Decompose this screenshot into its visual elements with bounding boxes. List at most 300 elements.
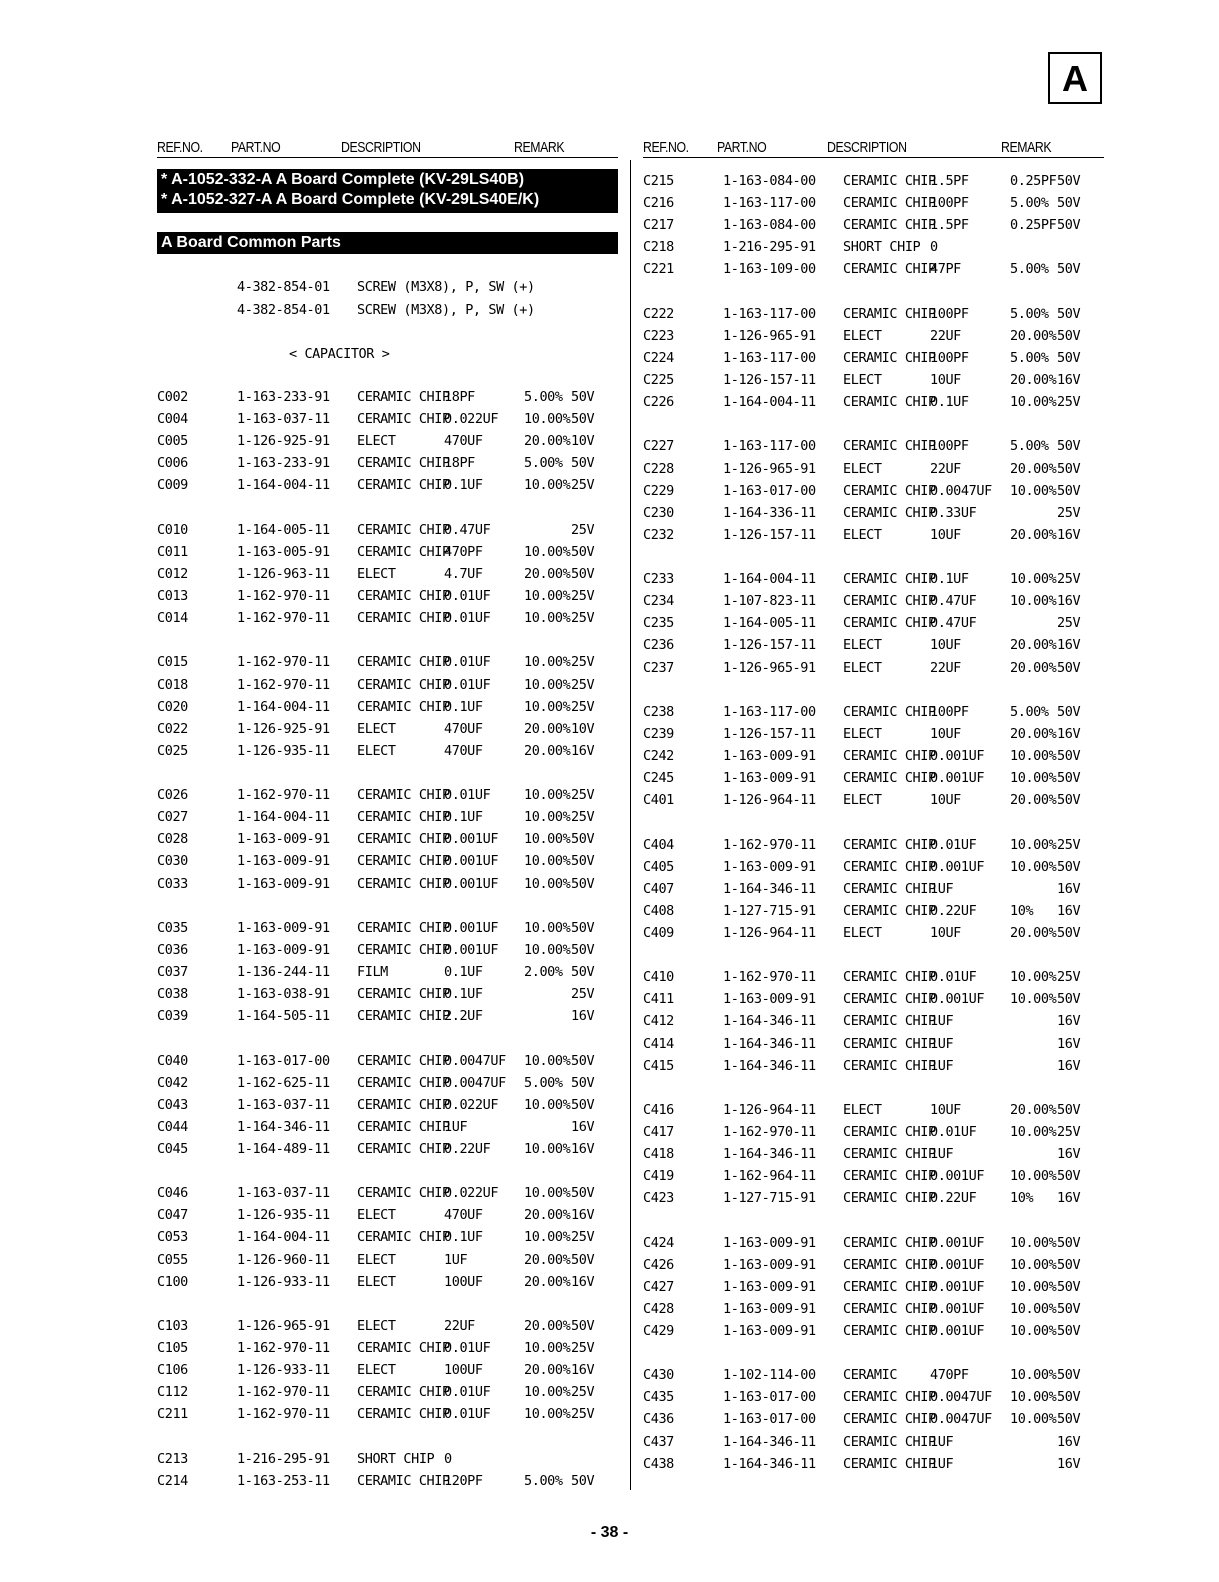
voltage: 16V bbox=[571, 1119, 595, 1135]
description: CERAMIC CHIP bbox=[357, 809, 450, 825]
value: 470UF bbox=[444, 721, 483, 737]
value: 0.001UF bbox=[930, 1323, 985, 1339]
voltage: 50V bbox=[571, 1252, 595, 1268]
part-number: 1-164-004-11 bbox=[723, 571, 816, 587]
value: 0.022UF bbox=[444, 411, 499, 427]
description: ELECT bbox=[843, 726, 882, 742]
voltage: 25V bbox=[571, 1384, 595, 1400]
ref-number: C226 bbox=[643, 394, 674, 410]
part-number: 1-163-009-91 bbox=[237, 853, 330, 869]
voltage: 50V bbox=[1057, 1411, 1081, 1427]
description: CERAMIC CHIP bbox=[843, 1168, 936, 1184]
description: CERAMIC CHIP bbox=[843, 770, 936, 786]
part-number: 1-163-009-91 bbox=[723, 1235, 816, 1251]
part-number: 1-164-336-11 bbox=[723, 505, 816, 521]
tolerance: 0.25PF bbox=[1010, 217, 1057, 233]
part-number: 1-162-970-11 bbox=[237, 654, 330, 670]
description: CERAMIC CHIP bbox=[357, 677, 450, 693]
ref-number: C215 bbox=[643, 173, 674, 189]
value: 22UF bbox=[930, 461, 961, 477]
voltage: 25V bbox=[571, 1340, 595, 1356]
description: CERAMIC CHIP bbox=[843, 394, 936, 410]
value: 470PF bbox=[930, 1367, 969, 1383]
part-number: 1-136-244-11 bbox=[237, 964, 330, 980]
description: CERAMIC CHIP bbox=[357, 853, 450, 869]
ref-number: C100 bbox=[157, 1274, 188, 1290]
value: 0.01UF bbox=[444, 654, 491, 670]
value: 1UF bbox=[930, 1434, 954, 1450]
voltage: 50V bbox=[571, 920, 595, 936]
value: 0.1UF bbox=[444, 986, 483, 1002]
tolerance: 5.00% bbox=[1010, 195, 1049, 211]
part-number: 1-163-233-91 bbox=[237, 455, 330, 471]
voltage: 25V bbox=[571, 677, 595, 693]
description: ELECT bbox=[357, 1207, 396, 1223]
description: CERAMIC CHIP bbox=[357, 831, 450, 847]
tolerance: 20.00% bbox=[1010, 726, 1057, 742]
part-number: 1-163-117-00 bbox=[723, 438, 816, 454]
description: CERAMIC CHIP bbox=[843, 1456, 936, 1472]
part-number: 1-164-346-11 bbox=[723, 1036, 816, 1052]
description: SCREW (M3X8), P, SW (+) bbox=[357, 279, 535, 295]
voltage: 50V bbox=[571, 876, 595, 892]
description: ELECT bbox=[843, 637, 882, 653]
ref-number: C238 bbox=[643, 704, 674, 720]
tolerance: 10.00% bbox=[524, 876, 571, 892]
part-number: 1-127-715-91 bbox=[723, 1190, 816, 1206]
voltage: 25V bbox=[1057, 837, 1081, 853]
voltage: 50V bbox=[1057, 173, 1081, 189]
part-number: 1-163-084-00 bbox=[723, 173, 816, 189]
description: CERAMIC CHIP bbox=[357, 942, 450, 958]
description: ELECT bbox=[843, 660, 882, 676]
value: 470PF bbox=[444, 544, 483, 560]
value: 22UF bbox=[444, 1318, 475, 1334]
ref-number: C223 bbox=[643, 328, 674, 344]
value: 10UF bbox=[930, 925, 961, 941]
header-remark: REMARK bbox=[514, 139, 565, 156]
tolerance: 20.00% bbox=[524, 566, 571, 582]
ref-number: C237 bbox=[643, 660, 674, 676]
tolerance: 10.00% bbox=[524, 831, 571, 847]
part-number: 1-162-970-11 bbox=[237, 610, 330, 626]
tolerance: 10.00% bbox=[1010, 394, 1057, 410]
ref-number: C010 bbox=[157, 522, 188, 538]
header-part: PART.NO bbox=[231, 139, 281, 156]
voltage: 25V bbox=[1057, 969, 1081, 985]
description: CERAMIC CHIP bbox=[843, 1146, 936, 1162]
part-number: 1-163-017-00 bbox=[723, 483, 816, 499]
part-number: 1-127-715-91 bbox=[723, 903, 816, 919]
part-number: 1-162-625-11 bbox=[237, 1075, 330, 1091]
voltage: 50V bbox=[571, 1075, 595, 1091]
ref-number: C015 bbox=[157, 654, 188, 670]
tolerance: 20.00% bbox=[524, 1318, 571, 1334]
part-number: 1-126-965-91 bbox=[723, 328, 816, 344]
ref-number: C410 bbox=[643, 969, 674, 985]
tolerance: 10.00% bbox=[524, 699, 571, 715]
voltage: 50V bbox=[1057, 1367, 1081, 1383]
part-number: 1-126-925-91 bbox=[237, 721, 330, 737]
part-number: 1-163-037-11 bbox=[237, 1097, 330, 1113]
value: 0.001UF bbox=[930, 1235, 985, 1251]
voltage: 16V bbox=[1057, 1434, 1081, 1450]
tolerance: 10.00% bbox=[524, 1141, 571, 1157]
value: 0.0047UF bbox=[930, 483, 992, 499]
tolerance: 10.00% bbox=[1010, 1411, 1057, 1427]
description: CERAMIC CHIP bbox=[843, 969, 936, 985]
tolerance: 10.00% bbox=[1010, 1168, 1057, 1184]
value: 0.1UF bbox=[444, 809, 483, 825]
ref-number: C213 bbox=[157, 1451, 188, 1467]
value: 1.5PF bbox=[930, 173, 969, 189]
tolerance: 10.00% bbox=[1010, 593, 1057, 609]
part-number: 4-382-854-01 bbox=[237, 302, 330, 318]
voltage: 50V bbox=[571, 411, 595, 427]
part-number: 1-126-960-11 bbox=[237, 1252, 330, 1268]
voltage: 50V bbox=[1057, 1389, 1081, 1405]
tolerance: 20.00% bbox=[1010, 792, 1057, 808]
description: CERAMIC CHIP bbox=[843, 881, 936, 897]
description: CERAMIC CHIP bbox=[843, 483, 936, 499]
ref-number: C103 bbox=[157, 1318, 188, 1334]
value: 0.01UF bbox=[444, 1340, 491, 1356]
description: CERAMIC CHIP bbox=[357, 455, 450, 471]
value: 100PF bbox=[930, 704, 969, 720]
ref-number: C047 bbox=[157, 1207, 188, 1223]
part-number: 1-164-004-11 bbox=[237, 699, 330, 715]
part-number: 1-163-009-91 bbox=[723, 991, 816, 1007]
part-number: 1-164-004-11 bbox=[237, 1229, 330, 1245]
voltage: 50V bbox=[1057, 350, 1081, 366]
voltage: 25V bbox=[571, 787, 595, 803]
part-number: 1-126-965-91 bbox=[237, 1318, 330, 1334]
value: 0.001UF bbox=[444, 920, 499, 936]
header-part: PART.NO bbox=[717, 139, 767, 156]
description: CERAMIC CHIP bbox=[357, 1229, 450, 1245]
voltage: 16V bbox=[1057, 726, 1081, 742]
value: 0.22UF bbox=[930, 903, 977, 919]
value: 100PF bbox=[930, 350, 969, 366]
part-number: 1-163-109-00 bbox=[723, 261, 816, 277]
value: 0.001UF bbox=[930, 748, 985, 764]
ref-number: C407 bbox=[643, 881, 674, 897]
value: 1UF bbox=[444, 1119, 468, 1135]
part-number: 1-164-346-11 bbox=[237, 1119, 330, 1135]
part-number: 1-164-005-11 bbox=[723, 615, 816, 631]
ref-number: C418 bbox=[643, 1146, 674, 1162]
tolerance: 10.00% bbox=[524, 787, 571, 803]
voltage: 50V bbox=[571, 831, 595, 847]
value: 0.001UF bbox=[930, 859, 985, 875]
voltage: 50V bbox=[1057, 991, 1081, 1007]
tolerance: 10.00% bbox=[524, 1340, 571, 1356]
ref-number: C011 bbox=[157, 544, 188, 560]
ref-number: C437 bbox=[643, 1434, 674, 1450]
value: 22UF bbox=[930, 660, 961, 676]
ref-number: C419 bbox=[643, 1168, 674, 1184]
description: CERAMIC CHIP bbox=[843, 505, 936, 521]
value: 0.01UF bbox=[444, 787, 491, 803]
value: 0.001UF bbox=[930, 1279, 985, 1295]
voltage: 16V bbox=[1057, 372, 1081, 388]
voltage: 50V bbox=[1057, 925, 1081, 941]
value: 1UF bbox=[930, 1146, 954, 1162]
description: CERAMIC CHIP bbox=[843, 991, 936, 1007]
description: ELECT bbox=[843, 1102, 882, 1118]
voltage: 50V bbox=[571, 853, 595, 869]
ref-number: C230 bbox=[643, 505, 674, 521]
part-number: 1-126-157-11 bbox=[723, 637, 816, 653]
ref-number: C424 bbox=[643, 1235, 674, 1251]
ref-number: C025 bbox=[157, 743, 188, 759]
tolerance: 2.00% bbox=[524, 964, 563, 980]
part-number: 1-162-970-11 bbox=[237, 677, 330, 693]
voltage: 50V bbox=[571, 1185, 595, 1201]
voltage: 10V bbox=[571, 433, 595, 449]
tolerance: 10.00% bbox=[524, 853, 571, 869]
part-number: 1-163-037-11 bbox=[237, 411, 330, 427]
value: 0.001UF bbox=[930, 1301, 985, 1317]
voltage: 50V bbox=[1057, 1279, 1081, 1295]
tolerance: 5.00% bbox=[1010, 350, 1049, 366]
tolerance: 10.00% bbox=[1010, 859, 1057, 875]
tolerance: 20.00% bbox=[1010, 925, 1057, 941]
description: CERAMIC CHIP bbox=[843, 306, 936, 322]
value: 100UF bbox=[444, 1274, 483, 1290]
part-number: 1-162-970-11 bbox=[237, 1406, 330, 1422]
description: ELECT bbox=[843, 461, 882, 477]
tolerance: 0.25PF bbox=[1010, 173, 1057, 189]
value: 0.022UF bbox=[444, 1185, 499, 1201]
tolerance: 10.00% bbox=[1010, 1389, 1057, 1405]
value: 10UF bbox=[930, 726, 961, 742]
description: SHORT CHIP bbox=[357, 1451, 435, 1467]
voltage: 50V bbox=[1057, 770, 1081, 786]
voltage: 16V bbox=[571, 1008, 595, 1024]
value: 0.1UF bbox=[444, 1229, 483, 1245]
ref-number: C412 bbox=[643, 1013, 674, 1029]
voltage: 25V bbox=[571, 809, 595, 825]
tolerance: 20.00% bbox=[1010, 328, 1057, 344]
value: 10UF bbox=[930, 527, 961, 543]
description: CERAMIC CHIP bbox=[843, 1013, 936, 1029]
ref-number: C217 bbox=[643, 217, 674, 233]
description: CERAMIC CHIP bbox=[357, 477, 450, 493]
ref-number: C401 bbox=[643, 792, 674, 808]
ref-number: C426 bbox=[643, 1257, 674, 1273]
description: CERAMIC CHIP bbox=[843, 1124, 936, 1140]
part-number: 1-163-117-00 bbox=[723, 195, 816, 211]
part-number: 1-163-017-00 bbox=[723, 1389, 816, 1405]
voltage: 25V bbox=[1057, 571, 1081, 587]
description: ELECT bbox=[357, 566, 396, 582]
part-number: 1-126-157-11 bbox=[723, 372, 816, 388]
ref-number: C428 bbox=[643, 1301, 674, 1317]
part-number: 1-164-346-11 bbox=[723, 1434, 816, 1450]
description: CERAMIC CHIP bbox=[357, 411, 450, 427]
voltage: 50V bbox=[1057, 1235, 1081, 1251]
ref-number: C216 bbox=[643, 195, 674, 211]
part-number: 1-163-084-00 bbox=[723, 217, 816, 233]
voltage: 50V bbox=[1057, 261, 1081, 277]
tolerance: 10.00% bbox=[524, 1097, 571, 1113]
description: CERAMIC CHIP bbox=[357, 1119, 450, 1135]
ref-number: C043 bbox=[157, 1097, 188, 1113]
voltage: 16V bbox=[571, 1362, 595, 1378]
voltage: 25V bbox=[571, 1229, 595, 1245]
value: 0.1UF bbox=[444, 477, 483, 493]
description: CERAMIC CHIP bbox=[843, 615, 936, 631]
ref-number: C042 bbox=[157, 1075, 188, 1091]
voltage: 50V bbox=[1057, 1301, 1081, 1317]
tolerance: 5.00% bbox=[524, 1075, 563, 1091]
voltage: 25V bbox=[571, 610, 595, 626]
description: CERAMIC CHIP bbox=[843, 837, 936, 853]
part-number: 1-164-346-11 bbox=[723, 1146, 816, 1162]
voltage: 50V bbox=[1057, 1102, 1081, 1118]
part-number: 1-163-037-11 bbox=[237, 1185, 330, 1201]
tolerance: 10.00% bbox=[1010, 748, 1057, 764]
ref-number: C239 bbox=[643, 726, 674, 742]
part-number: 1-163-009-91 bbox=[723, 1301, 816, 1317]
tolerance: 20.00% bbox=[1010, 637, 1057, 653]
description: CERAMIC CHIP bbox=[357, 1008, 450, 1024]
description: CERAMIC CHIP bbox=[357, 1141, 450, 1157]
description: CERAMIC CHIP bbox=[843, 195, 936, 211]
part-number: 1-162-970-11 bbox=[723, 969, 816, 985]
tolerance: 10.00% bbox=[524, 588, 571, 604]
voltage: 50V bbox=[1057, 306, 1081, 322]
part-number: 1-102-114-00 bbox=[723, 1367, 816, 1383]
voltage: 16V bbox=[1057, 637, 1081, 653]
description: CERAMIC CHIP bbox=[843, 438, 936, 454]
voltage: 16V bbox=[571, 1274, 595, 1290]
part-number: 1-162-970-11 bbox=[237, 1384, 330, 1400]
voltage: 50V bbox=[571, 964, 595, 980]
part-number: 1-164-005-11 bbox=[237, 522, 330, 538]
value: 100PF bbox=[930, 195, 969, 211]
description: CERAMIC CHIP bbox=[357, 544, 450, 560]
value: 0.22UF bbox=[444, 1141, 491, 1157]
value: 10UF bbox=[930, 792, 961, 808]
voltage: 50V bbox=[1057, 704, 1081, 720]
tolerance: 5.00% bbox=[524, 1473, 563, 1489]
tolerance: 5.00% bbox=[1010, 704, 1049, 720]
part-number: 1-163-233-91 bbox=[237, 389, 330, 405]
description: CERAMIC CHIP bbox=[357, 522, 450, 538]
tolerance: 10.00% bbox=[524, 477, 571, 493]
part-number: 1-164-004-11 bbox=[237, 477, 330, 493]
value: 0 bbox=[444, 1451, 452, 1467]
ref-number: C053 bbox=[157, 1229, 188, 1245]
description: ELECT bbox=[357, 1362, 396, 1378]
right-column-header bbox=[643, 139, 1104, 158]
part-number: 1-164-004-11 bbox=[237, 809, 330, 825]
voltage: 16V bbox=[1057, 1013, 1081, 1029]
part-number: 1-164-346-11 bbox=[723, 1456, 816, 1472]
description: CERAMIC CHIP bbox=[843, 1235, 936, 1251]
part-number: 1-126-964-11 bbox=[723, 792, 816, 808]
voltage: 25V bbox=[571, 654, 595, 670]
description: CERAMIC CHIP bbox=[843, 1257, 936, 1273]
description: CERAMIC CHIP bbox=[357, 1053, 450, 1069]
ref-number: C055 bbox=[157, 1252, 188, 1268]
value: 0.0047UF bbox=[930, 1389, 992, 1405]
value: 0.0047UF bbox=[930, 1411, 992, 1427]
ref-number: C411 bbox=[643, 991, 674, 1007]
value: 0.001UF bbox=[930, 1168, 985, 1184]
description: CERAMIC CHIP bbox=[357, 1384, 450, 1400]
part-number: 1-163-009-91 bbox=[237, 831, 330, 847]
part-number: 1-163-009-91 bbox=[723, 1279, 816, 1295]
tolerance: 10.00% bbox=[1010, 483, 1057, 499]
header-ref: REF.NO. bbox=[157, 139, 203, 156]
part-number: 1-126-965-91 bbox=[723, 461, 816, 477]
ref-number: C018 bbox=[157, 677, 188, 693]
tolerance: 10.00% bbox=[1010, 1301, 1057, 1317]
value: 18PF bbox=[444, 455, 475, 471]
ref-number: C026 bbox=[157, 787, 188, 803]
part-number: 1-126-935-11 bbox=[237, 743, 330, 759]
value: 0.001UF bbox=[930, 1257, 985, 1273]
ref-number: C006 bbox=[157, 455, 188, 471]
value: 0.001UF bbox=[444, 853, 499, 869]
voltage: 50V bbox=[1057, 483, 1081, 499]
part-number: 1-162-970-11 bbox=[237, 1340, 330, 1356]
value: 0.022UF bbox=[444, 1097, 499, 1113]
part-number: 1-163-253-11 bbox=[237, 1473, 330, 1489]
value: 10UF bbox=[930, 1102, 961, 1118]
voltage: 25V bbox=[571, 986, 595, 1002]
ref-number: C417 bbox=[643, 1124, 674, 1140]
description: CERAMIC CHIP bbox=[357, 787, 450, 803]
voltage: 16V bbox=[571, 1141, 595, 1157]
voltage: 16V bbox=[1057, 1146, 1081, 1162]
value: 2.2UF bbox=[444, 1008, 483, 1024]
part-number: 1-163-117-00 bbox=[723, 350, 816, 366]
voltage: 16V bbox=[571, 743, 595, 759]
tolerance: 20.00% bbox=[1010, 660, 1057, 676]
ref-number: C414 bbox=[643, 1036, 674, 1052]
description: CERAMIC CHIP bbox=[357, 920, 450, 936]
description: SCREW (M3X8), P, SW (+) bbox=[357, 302, 535, 318]
board-title: * A-1052-327-A A Board Complete (KV-29LS40E/K) bbox=[161, 191, 540, 208]
ref-number: C436 bbox=[643, 1411, 674, 1427]
tolerance: 10.00% bbox=[524, 654, 571, 670]
ref-number: C232 bbox=[643, 527, 674, 543]
description: ELECT bbox=[843, 328, 882, 344]
value: 1UF bbox=[930, 1013, 954, 1029]
tolerance: 10.00% bbox=[524, 610, 571, 626]
description: CERAMIC CHIP bbox=[357, 654, 450, 670]
tolerance: 5.00% bbox=[1010, 261, 1049, 277]
voltage: 16V bbox=[1057, 881, 1081, 897]
ref-number: C005 bbox=[157, 433, 188, 449]
tolerance: 5.00% bbox=[524, 455, 563, 471]
ref-number: C233 bbox=[643, 571, 674, 587]
column-divider bbox=[630, 160, 631, 1490]
description: CERAMIC CHIP bbox=[357, 389, 450, 405]
part-number: 1-126-933-11 bbox=[237, 1362, 330, 1378]
value: 1.5PF bbox=[930, 217, 969, 233]
page-number: - 38 - bbox=[590, 1524, 629, 1541]
tolerance: 10.00% bbox=[1010, 1367, 1057, 1383]
description: CERAMIC CHIP bbox=[843, 1036, 936, 1052]
value: 0.0047UF bbox=[444, 1053, 506, 1069]
voltage: 50V bbox=[571, 455, 595, 471]
tolerance: 5.00% bbox=[524, 389, 563, 405]
